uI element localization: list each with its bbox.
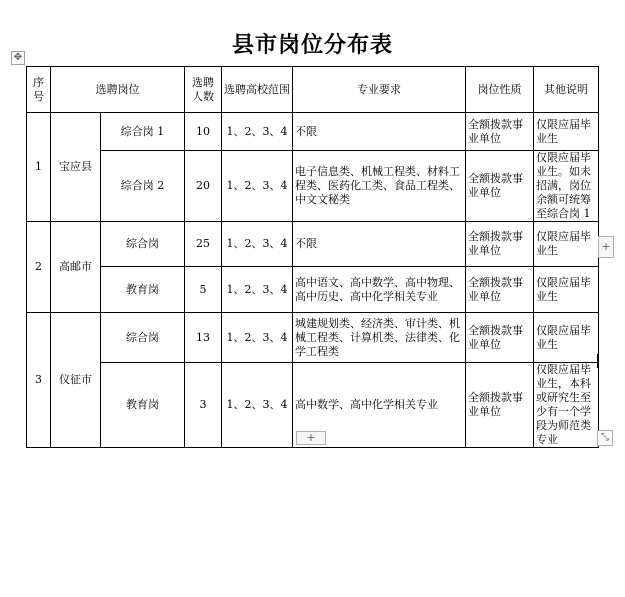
notes-cell[interactable]: 仅限应届毕业生。如未招满，岗位余额可统筹至综合岗 1 xyxy=(534,151,599,222)
header-notes[interactable]: 其他说明 xyxy=(534,67,599,113)
nature-cell[interactable]: 全额拨款事业单位 xyxy=(466,151,534,222)
nature-cell[interactable]: 全额拨款事业单位 xyxy=(466,113,534,151)
schools-cell[interactable]: 1、2、3、4 xyxy=(222,222,293,267)
count-cell[interactable]: 3 xyxy=(185,363,222,448)
add-column-button[interactable]: + xyxy=(598,236,614,258)
schools-cell[interactable]: 1、2、3、4 xyxy=(222,267,293,313)
add-row-button[interactable]: + xyxy=(296,431,326,445)
count-cell[interactable]: 10 xyxy=(185,113,222,151)
table-row xyxy=(27,222,599,267)
nature-cell[interactable]: 全额拨款事业单位 xyxy=(466,313,534,363)
table-row xyxy=(27,151,599,222)
major-cell[interactable]: 不限 xyxy=(293,222,466,267)
major-cell[interactable]: 城建规划类、经济类、审计类、机械工程类、计算机类、法律类、化学工程类 xyxy=(293,313,466,363)
seq-cell[interactable]: 3 xyxy=(27,313,51,448)
county-cell[interactable]: 高邮市 xyxy=(51,222,101,313)
header-schools[interactable]: 选聘高校范围 xyxy=(222,67,293,113)
notes-cell[interactable]: 仅限应届毕业生，本科或研究生至少有一个学段为师范类专业 xyxy=(534,363,599,448)
notes-cell[interactable]: 仅限应届毕业生 xyxy=(534,113,599,151)
document-title: 县市岗位分布表 xyxy=(231,32,393,58)
position-cell[interactable]: 教育岗 xyxy=(101,363,185,448)
header-row xyxy=(27,67,599,113)
table-move-handle-icon[interactable]: ✥ xyxy=(11,51,25,65)
position-cell[interactable]: 综合岗 xyxy=(101,222,185,267)
schools-cell[interactable]: 1、2、3、4 xyxy=(222,363,293,448)
header-major[interactable]: 专业要求 xyxy=(293,67,466,113)
position-cell[interactable]: 教育岗 xyxy=(101,267,185,313)
count-cell[interactable]: 25 xyxy=(185,222,222,267)
position-cell[interactable]: 综合岗 2 xyxy=(101,151,185,222)
notes-cell[interactable]: 仅限应届毕业生 xyxy=(534,222,599,267)
count-cell[interactable]: 20 xyxy=(185,151,222,222)
count-cell[interactable]: 13 xyxy=(185,313,222,363)
major-cell[interactable]: 不限 xyxy=(293,113,466,151)
count-cell[interactable]: 5 xyxy=(185,267,222,313)
major-cell[interactable]: 高中语文、高中数学、高中物理、高中历史、高中化学相关专业 xyxy=(293,267,466,313)
nature-cell[interactable]: 全额拨款事业单位 xyxy=(466,222,534,267)
table-row xyxy=(27,113,599,151)
schools-cell[interactable]: 1、2、3、4 xyxy=(222,151,293,222)
notes-cell[interactable]: 仅限应届毕业生 xyxy=(534,313,599,363)
header-nature[interactable]: 岗位性质 xyxy=(466,67,534,113)
county-cell[interactable]: 宝应县 xyxy=(51,113,101,222)
nature-cell[interactable]: 全额拨款事业单位 xyxy=(466,267,534,313)
notes-cell[interactable]: 仅限应届毕业生 xyxy=(534,267,599,313)
table-row xyxy=(27,267,599,313)
seq-cell[interactable]: 1 xyxy=(27,113,51,222)
major-cell[interactable]: 高中数学、高中化学相关专业 xyxy=(293,363,466,448)
schools-cell[interactable]: 1、2、3、4 xyxy=(222,113,293,151)
text-cursor xyxy=(597,354,599,368)
header-position[interactable]: 选聘岗位 xyxy=(51,67,185,113)
county-cell[interactable]: 仪征市 xyxy=(51,313,101,448)
position-cell[interactable]: 综合岗 xyxy=(101,313,185,363)
position-distribution-table xyxy=(26,66,599,448)
header-count[interactable]: 选聘人数 xyxy=(185,67,222,113)
header-seq[interactable]: 序号 xyxy=(27,67,51,113)
table-resize-handle-icon[interactable]: ⤡ xyxy=(597,430,613,446)
schools-cell[interactable]: 1、2、3、4 xyxy=(222,313,293,363)
major-cell[interactable]: 电子信息类、机械工程类、材料工程类、医药化工类、食品工程类、中文文秘类 xyxy=(293,151,466,222)
position-cell[interactable]: 综合岗 1 xyxy=(101,113,185,151)
nature-cell[interactable]: 全额拨款事业单位 xyxy=(466,363,534,448)
seq-cell[interactable]: 2 xyxy=(27,222,51,313)
table-row xyxy=(27,313,599,363)
